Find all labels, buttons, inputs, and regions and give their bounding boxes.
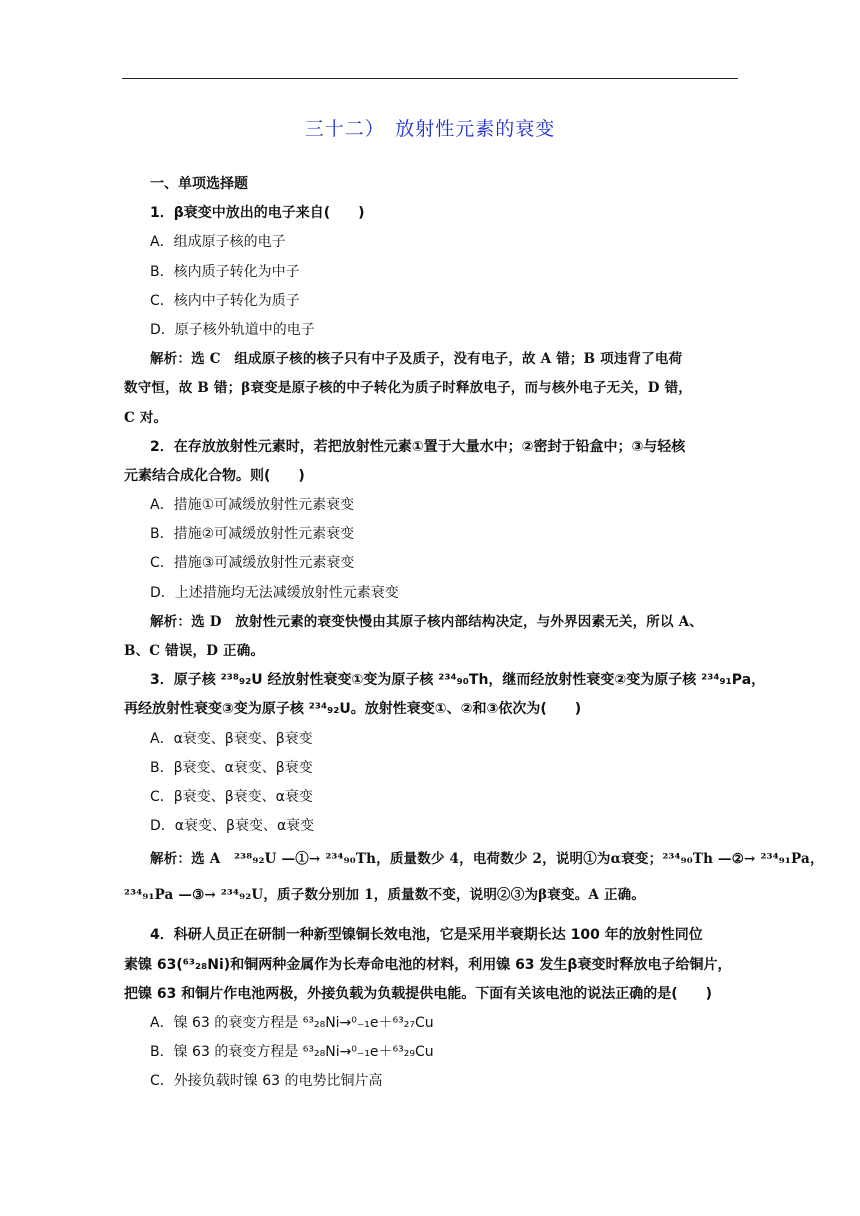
question-4-stem: 4．科研人员正在研制一种新型镍铜长效电池，它是采用半衰期长达 100 年的放射性同位 bbox=[150, 927, 703, 944]
question-1-stem: 1．β衰变中放出的电子来自( ) bbox=[150, 205, 365, 222]
question-list bbox=[124, 170, 824, 1096]
question-3-option-c: C．β衰变、β衰变、α衰变 bbox=[150, 788, 313, 805]
question-1-option-b: B．核内质子转化为中子 bbox=[150, 263, 300, 280]
page-title: 三十二） 放射性元素的衰变 bbox=[304, 118, 556, 140]
question-1-analysis: C 对。 bbox=[124, 409, 168, 426]
question-3-stem: 3．原子核 ²³⁸₉₂U 经放射性衰变①变为原子核 ²³⁴₉₀Th，继而经放射性衰变②变为原子核 ²³⁴₉₁Pa， bbox=[150, 672, 766, 689]
question-2-option-b: B．措施②可减缓放射性元素衰变 bbox=[150, 526, 355, 543]
question-3-option-b: B．β衰变、α衰变、β衰变 bbox=[150, 759, 313, 776]
question-1-analysis: 解析：选 C 组成原子核的核子只有中子及质子，没有电子，故 A 错；B 项违背了电荷 bbox=[150, 351, 683, 368]
question-4-stem: 把镍 63 和铜片作电池两极，外接负载为负载提供电能。下面有关该电池的说法正确的是( ) bbox=[124, 985, 713, 1002]
question-1-option-d: D．原子核外轨道中的电子 bbox=[150, 321, 315, 338]
section-heading: 一、单项选择题 bbox=[150, 176, 248, 192]
question-1-option-a: A．组成原子核的电子 bbox=[150, 234, 286, 251]
question-1-option-c: C．核内中子转化为质子 bbox=[150, 292, 300, 309]
question-2-option-d: D．上述措施均无法减缓放射性元素衰变 bbox=[150, 584, 399, 601]
question-4-stem: 素镍 63(⁶³₂₈Ni)和铜两种金属作为长寿命电池的材料，利用镍 63 发生β衰变时释放电子给铜片， bbox=[124, 956, 732, 973]
question-2-option-c: C．措施③可减缓放射性元素衰变 bbox=[150, 555, 355, 572]
question-3-analysis: 解析：选 A ²³⁸₉₂U —①→ ²³⁴₉₀Th，质量数少 4，电荷数少 2，说明①为α衰变；²³⁴₉₀Th —②→ ²³⁴₉₁Pa， bbox=[150, 851, 824, 868]
question-4-option-b: B．镍 63 的衰变方程是 ⁶³₂₈Ni→⁰₋₁e＋⁶³₂₉Cu bbox=[150, 1044, 434, 1061]
question-2-option-a: A．措施①可减缓放射性元素衰变 bbox=[150, 497, 355, 514]
question-3-option-a: A．α衰变、β衰变、β衰变 bbox=[150, 730, 313, 747]
question-3-analysis: ²³⁴₉₁Pa —③→ ²³⁴₉₂U，质子数分别加 1，质量数不变，说明②③为β衰变。A 正确。 bbox=[124, 887, 646, 904]
header-rule bbox=[122, 78, 738, 79]
question-2-stem: 元素结合成化合物。则( ) bbox=[124, 467, 305, 484]
question-4-option-a: A．镍 63 的衰变方程是 ⁶³₂₈Ni→⁰₋₁e＋⁶³₂₇Cu bbox=[150, 1014, 434, 1031]
question-3-option-d: D．α衰变、β衰变、α衰变 bbox=[150, 818, 315, 835]
question-4-option-c: C．外接负载时镍 63 的电势比铜片高 bbox=[150, 1073, 383, 1090]
question-1-analysis: 数守恒，故 B 错；β衰变是原子核的中子转化为质子时释放电子，而与核外电子无关，D 错， bbox=[124, 380, 692, 397]
question-2-analysis: 解析：选 D 放射性元素的衰变快慢由其原子核内部结构决定，与外界因素无关，所以 A、 bbox=[150, 613, 703, 630]
question-2-analysis: B、C 错误，D 正确。 bbox=[124, 643, 265, 659]
question-3-stem: 再经放射性衰变③变为原子核 ²³⁴₉₂U。放射性衰变①、②和③依次为( ) bbox=[124, 701, 582, 718]
question-2-stem: 2．在存放放射性元素时，若把放射性元素①置于大量水中；②密封于铅盒中；③与轻核 bbox=[150, 438, 686, 455]
